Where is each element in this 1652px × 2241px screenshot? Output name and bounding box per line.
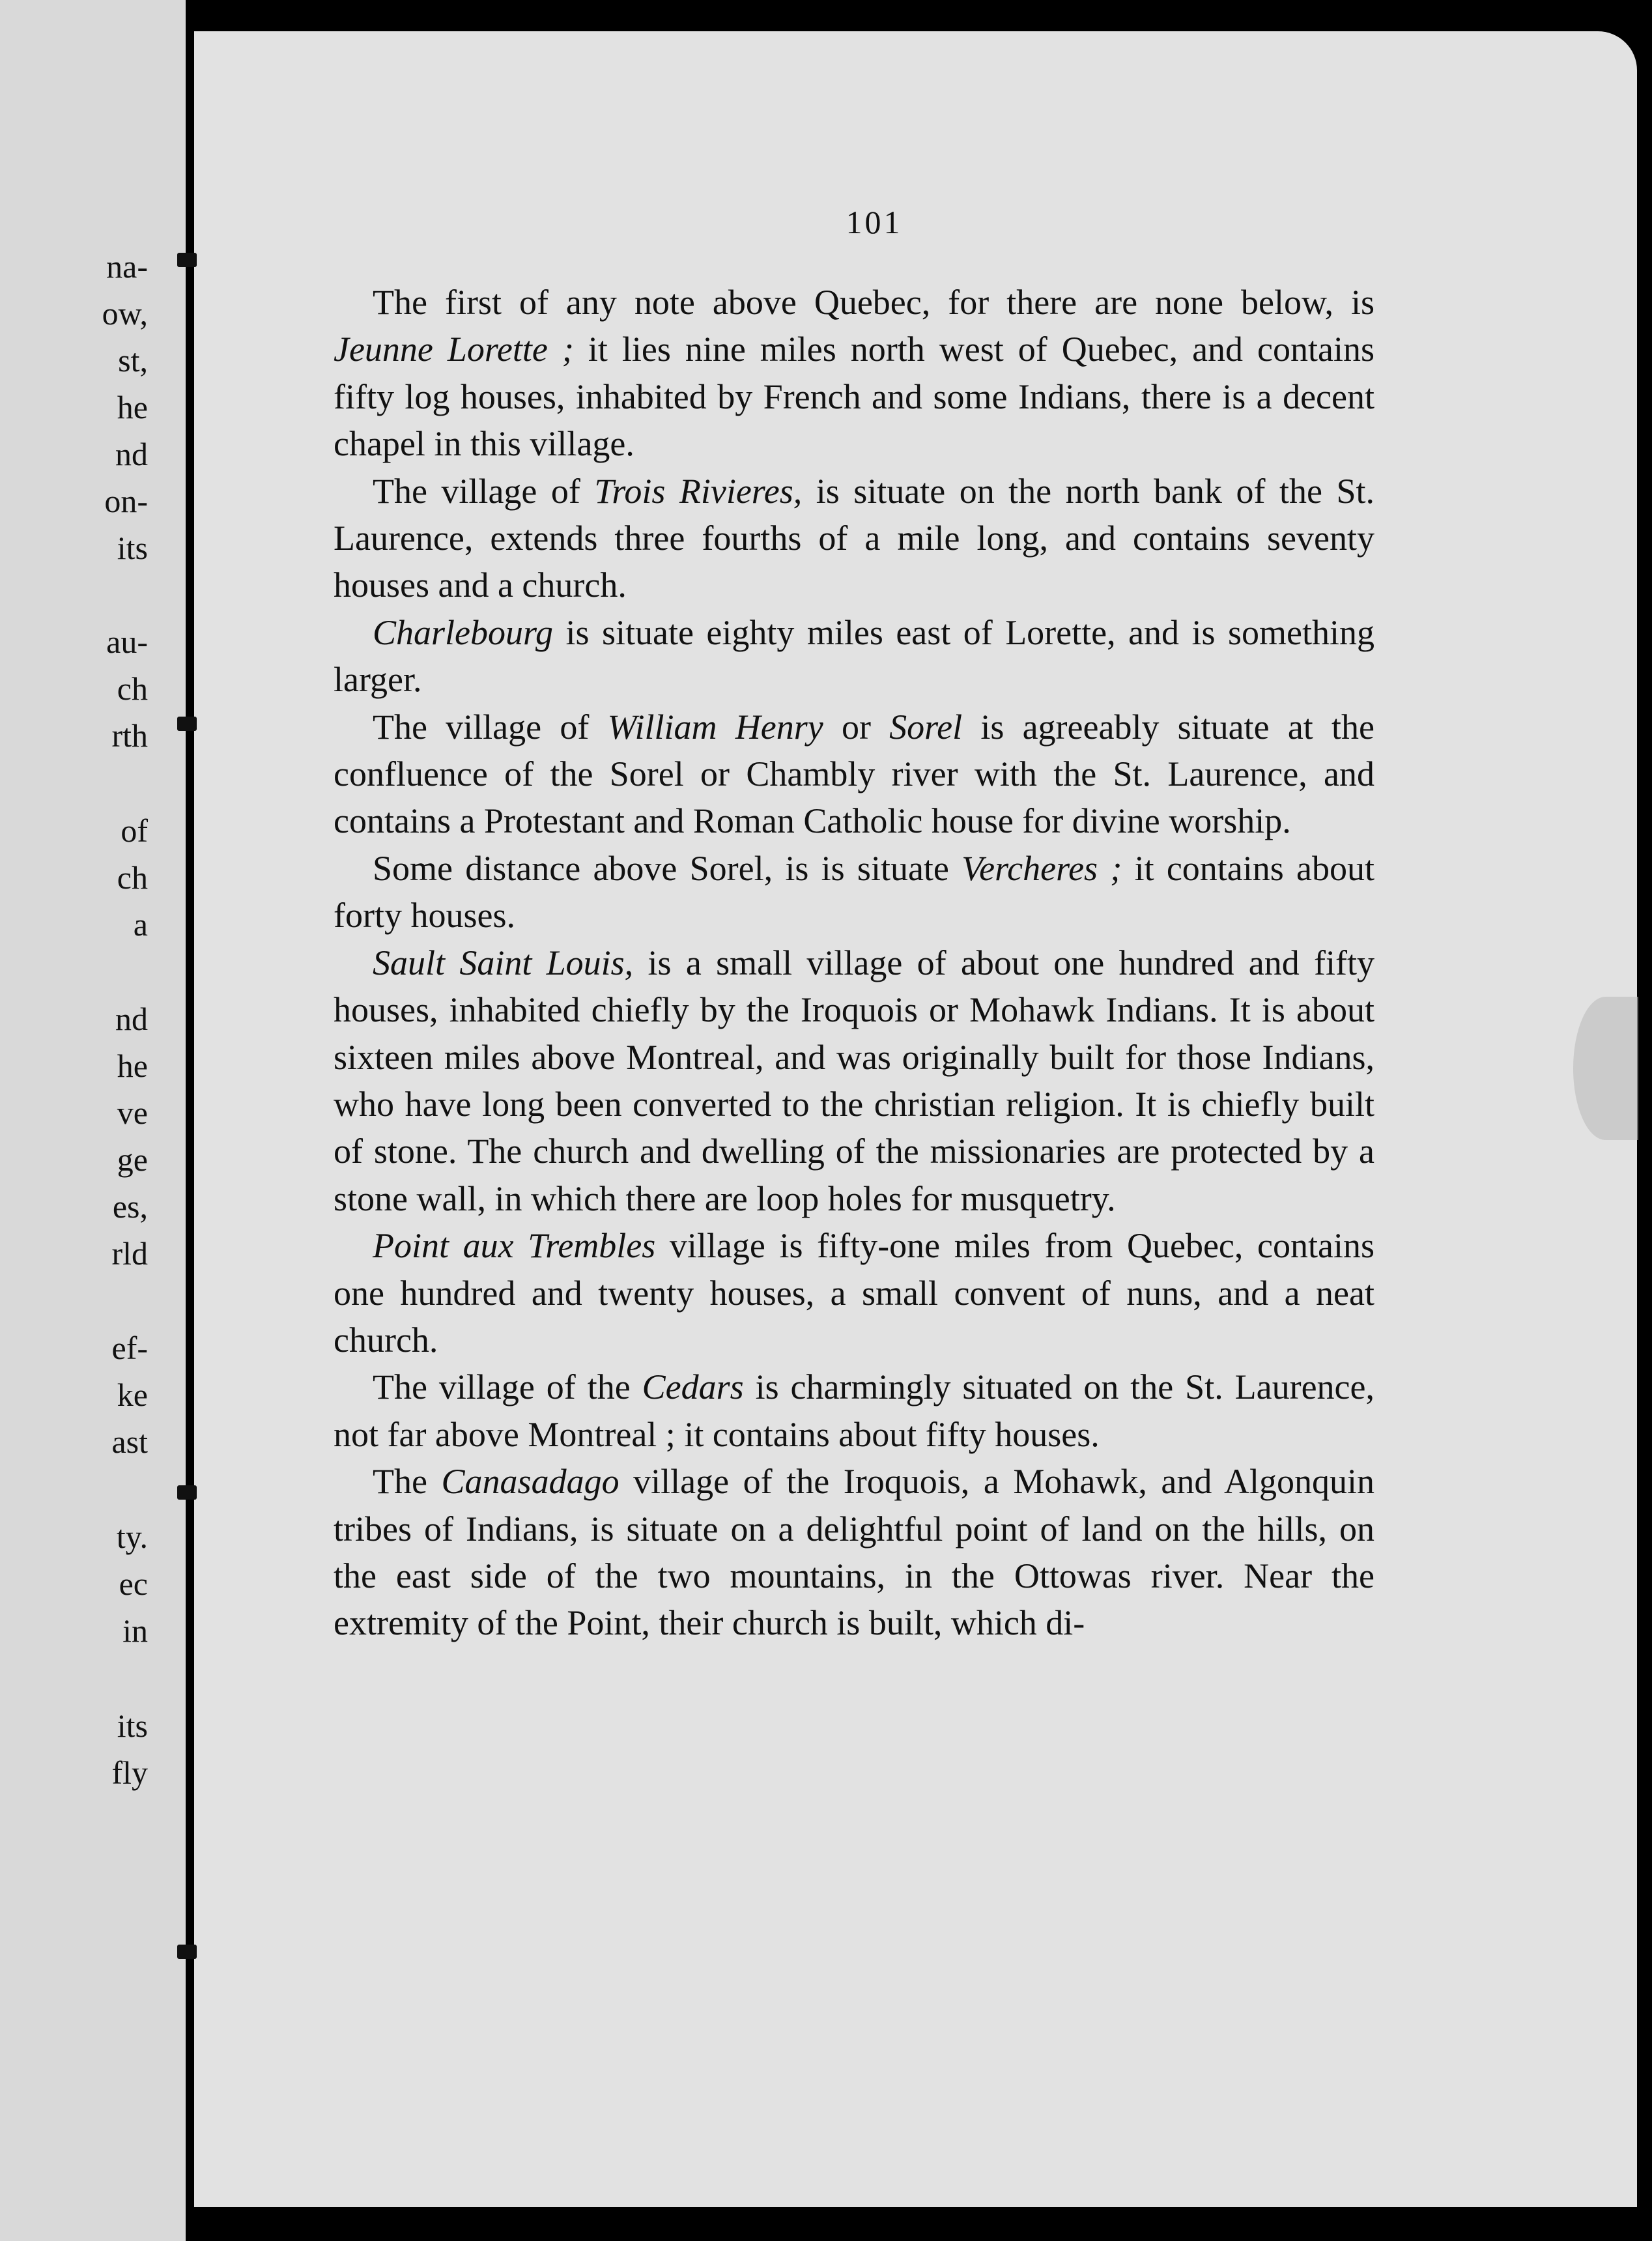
page-body bbox=[334, 279, 1374, 1647]
facing-page-fragment: ow, bbox=[102, 295, 148, 332]
facing-page-fragment: ef- bbox=[111, 1330, 148, 1366]
facing-page-fragment: fly bbox=[111, 1754, 148, 1791]
page-stain bbox=[1573, 997, 1638, 1140]
facing-page-fragment: ch bbox=[117, 670, 148, 707]
facing-page-fragment: ke bbox=[117, 1377, 148, 1413]
facing-page-fragment: he bbox=[117, 1048, 148, 1084]
facing-page-edge bbox=[0, 0, 186, 2241]
facing-page-fragment: in bbox=[122, 1612, 148, 1649]
page-number: 101 bbox=[846, 204, 903, 240]
paragraph: The first of any note above Quebec, for there are none below, is Jeunne Lorette ; it lies nine miles north west of Quebec, and contains fifty log houses, inhabited by French and some Indians, there is a decent chapel in this village. bbox=[334, 283, 1374, 464]
paragraph: Some distance above Sorel, is is situate Vercheres ; it contains about forty houses. bbox=[334, 848, 1375, 935]
facing-page-fragment: ty. bbox=[116, 1519, 148, 1555]
binding-stitch bbox=[177, 1485, 197, 1500]
paragraph: The village of the Cedars is charmingly situated on the St. Laurence, not far above Montreal ; it contains about fifty houses. bbox=[334, 1367, 1374, 1454]
paragraph: The village of William Henry or Sorel is agreeably situate at the confluence of the Sorel or Chambly river with the St. Laurence, and contains a Protestant and Roman Catholic house for divine worship. bbox=[334, 707, 1375, 841]
paragraph: The Canasadago village of the Iroquois, a Mohawk, and Algonquin tribes of Indians, is situate on a delightful point of land on the hills, on the east side of the two mountains, in the Ottowas river. Near the extremity of the Point, their church is built, which di- bbox=[334, 1462, 1374, 1643]
facing-page-fragment: rth bbox=[111, 717, 148, 754]
paragraph: Point aux Trembles village is fifty-one miles from Quebec, contains one hundred and twenty houses, a small convent of nuns, and a neat church. bbox=[334, 1226, 1374, 1360]
binding-stitch bbox=[177, 1945, 197, 1959]
facing-page-fragment: nd bbox=[115, 1001, 148, 1037]
facing-page-fragment: he bbox=[117, 389, 148, 425]
facing-page-fragment: ec bbox=[119, 1565, 148, 1602]
facing-page-fragment: ast bbox=[111, 1423, 148, 1460]
facing-page-fragment: on- bbox=[104, 483, 148, 519]
facing-page-fragment: nd bbox=[115, 436, 148, 472]
facing-page-fragment: na- bbox=[106, 248, 148, 285]
facing-page-fragment: es, bbox=[112, 1188, 148, 1225]
paragraph: The village of Trois Rivieres, is situate on the north bank of the St. Laurence, extends three fourths of a mile long, and contains seventy houses and a church. bbox=[334, 471, 1374, 605]
binding-stitch bbox=[177, 253, 197, 267]
facing-page-fragment: au- bbox=[106, 623, 148, 660]
facing-page-fragment: rld bbox=[111, 1235, 148, 1272]
facing-page-fragment: of bbox=[121, 812, 148, 849]
facing-page-fragment: ge bbox=[117, 1141, 148, 1178]
facing-page-fragment: ch bbox=[117, 859, 148, 896]
facing-page-fragment: its bbox=[117, 1707, 148, 1744]
facing-page-fragment: ve bbox=[117, 1094, 148, 1131]
facing-page-fragment: its bbox=[117, 530, 148, 566]
paragraph: Charlebourg is situate eighty miles east of Lorette, and is something larger. bbox=[334, 612, 1374, 700]
facing-page-fragment: a bbox=[133, 906, 148, 943]
binding-stitch bbox=[177, 717, 197, 731]
paragraph: Sault Saint Louis, is a small village of about one hundred and fifty houses, inhabited chiefly by the Iroquois or Mohawk Indians. It is about sixteen miles above Montreal, and was originally built for those Indians, who have long been converted to the christian religion. It is chiefly built of stone. The church and dwelling of the missionaries are protected by a stone wall, in which there are loop holes for musquetry. bbox=[334, 943, 1375, 1218]
facing-page-fragment: st, bbox=[118, 342, 148, 378]
